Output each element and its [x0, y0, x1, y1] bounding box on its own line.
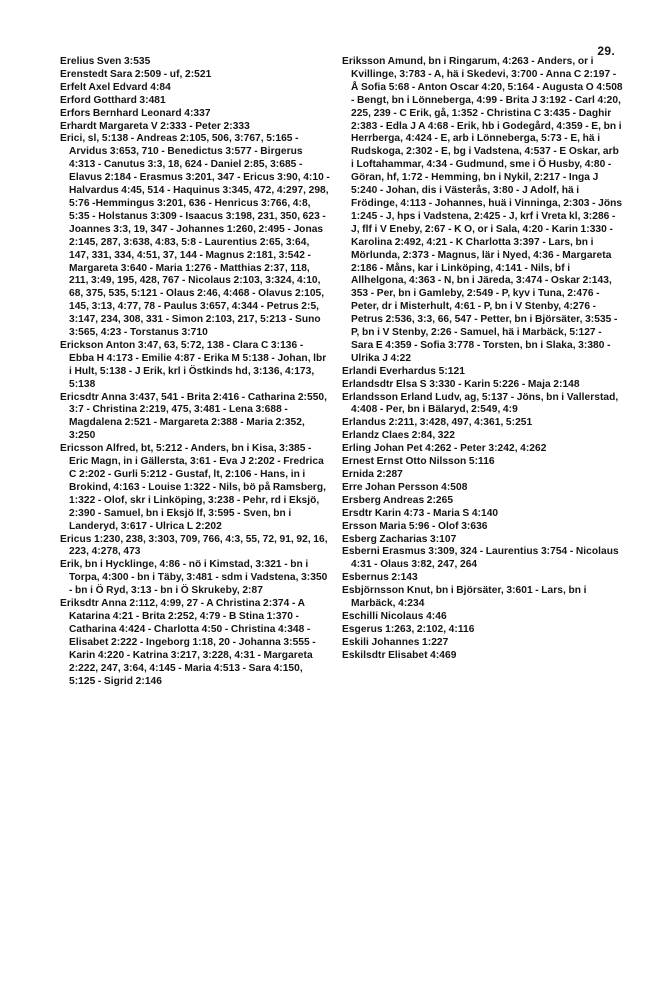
index-entry: Ersdtr Karin 4:73 - Maria S 4:140 [342, 507, 499, 519]
index-entry: Erfors Bernhard Leonard 4:337 [60, 107, 211, 119]
index-entry: Eschilli Nicolaus 4:46 [342, 610, 447, 622]
index-entry: Esberni Erasmus 3:309, 324 - Laurentius 3:754 - Nicolaus 4:31 - Olaus 3:82, 247, 264 [342, 546, 619, 571]
index-entry: Erik, bn i Hycklinge, 4:86 - nö i Kimstad, 3:321 - bn i Torpa, 4:300 - bn i Täby, 3:481 - sdm i Vadstena, 3:350 - bn i Ö Ryd, 3:13 - bn i Ö Skrukeby, 2:87 [60, 559, 328, 597]
index-entry: Esgerus 1:263, 2:102, 4:116 [342, 623, 475, 635]
index-entry: Esbernus 2:143 [342, 572, 418, 584]
index-entry: Ericsdtr Anna 3:437, 541 - Brita 2:416 - Catharina 2:550, 3:7 - Christina 2:219, 475, 3:481 - Lena 3:688 - Magdalena 2:521 - Margareta 2:388 - Maria 2:352, 3:250 [60, 391, 328, 442]
index-entry: Erici, sl, 5:138 - Andreas 2:105, 506, 3:767, 5:165 - Arvidus 3:653, 710 - Benedictus 3:577 - Birgerus 4:313 - Canutus 3:3, 18, 624 - Daniel 2:85, 3:685 - Elavus 2:184 - Erasmus 3:201, 347 - Ericus 3:90, 4:10 - Halvardus 4:45, 514 - Haquinus 3:345, 472, 4:297, 298, 5:76 -Hemmingus 3:201, 636 - Henricus 3:766, 4:8, 5:35 - Holstanus 3:309 - Isaacus 3:198, 231, 350, 623 - Joannes 3:3, 19, 347 - Johannes 1:260, 2:495 - Jonas 2:145, 287, 3:638, 4:83, 5:8 - Laurentius 2:65, 3:64, 147, 331, 334, 4:51, 37, 144 - Magnus 2:181, 3:542 - Margareta 3:640 - Maria 1:276 - Matthias 2:37, 118, 211, 3:49, 195, 428, 767 - Nicolaus 2:103, 3:324, 4:10, 68, 375, 535, 5:121 - Olaus 2:46, 4:468 - Olavus 2:105, 145, 3:13, 4:77, 78 - Paulus 3:657, 4:344 - Petrus 2:5, 3:147, 234, 308, 331 - Simon 2:103, 217, 5:213 - Suno 3:565, 4:23 - Torstanus 3:710 [60, 133, 330, 339]
index-entry: Erelius Sven 3:535 [60, 56, 151, 67]
index-entry: Erhardt Margareta V 2:333 - Peter 2:333 [60, 120, 250, 132]
index-entry: Erfelt Axel Edvard 4:84 [60, 81, 171, 93]
index-entry: Ersberg Andreas 2:265 [342, 494, 454, 506]
page-number: 29. [597, 44, 615, 58]
index-column-left [60, 56, 330, 688]
index-entry: Ernida 2:287 [342, 469, 403, 480]
index-entry: Ernest Ernst Otto Nilsson 5:116 [342, 456, 495, 468]
index-entry: Ersson Maria 5:96 - Olof 3:636 [342, 520, 488, 532]
index-entry: Erlandz Claes 2:84, 322 [342, 430, 455, 442]
index-entry: Eriksson Amund, bn i Ringarum, 4:263 - Anders, or i Kvillinge, 3:783 - A, hä i Skedevi, 3:700 - Anna C 2:197 - Å Sofia 5:68 - Anton Oscar 4:20, 5:164 - Augusta O 4:508 - Bengt, bn i Lönneberga, 4:99 - Brita J 3:192 - Carl 4:20, 225, 239 - C Erik, gå, 1:352 - Christina C 3:435 - Daghir 2:383 - Edla J A 4:68 - Erik, hb i Godegård, 4:359 - E, bn i Herrberga, 4:424 - E, arb i Lönneberga, 5:73 - E, hä i Rudskoga, 2:302 - E, bg i Vadstena, 4:537 - E Oskar, arb i Loftahammar, 4:34 - Gudmund, sme i Ö Husby, 4:80 - Göran, hf, 1:72 - Hemming, bn i Nykil, 2:217 - Inga J 5:240 - Johan, dis i Västerås, 3:80 - J Adolf, hä i Frödinge, 4:113 - Johannes, huä i Vinninga, 2:303 - Jöns 1:245 - J, hps i Vadstena, 2:425 - J, krf i Vreta kl, 3:286 - J, flf i V Eneby, 2:67 - K O, or i Sala, 4:20 - Karin 1:330 - Karolina 2:492, 4:21 - K Charlotta 3:397 - Lars, bn i Mörlunda, 2:373 - Magnus, lär i Nyed, 4:36 - Margareta 2:186 - Måns, kar i Linköping, 4:141 - Nils, bf i Allhelgona, 4:363 - N, bn i Järeda, 3:474 - Oskar 2:143, 353 - Per, bn i Gamleby, 2:549 - P, kyv i Tuna, 2:476 - Peter, dr i Misterhult, 4:61 - P, bn i V Stenby, 4:276 - Petrus 2:536, 3:3, 66, 547 - Petter, bn i Björsäter, 3:535 - P, bn i V Stenby, 2:26 - Samuel, hä i Marbäck, 5:127 - Sara E 4:359 - Sofia 3:778 - Torsten, bn i Slaka, 3:380 - Ulrika J 4:22 [342, 56, 623, 364]
index-entry: Erlandsson Erland Ludv, ag, 5:137 - Jöns, bn i Vallerstad, 4:408 - Per, bn i Bälaryd, 2:549, 4:9 [342, 391, 619, 416]
index-column-right [342, 56, 624, 663]
index-entry: Eskili Johannes 1:227 [342, 636, 449, 648]
index-entry: Esbjörnsson Knut, bn i Björsäter, 3:601 - Lars, bn i Marbäck, 4:234 [342, 585, 587, 610]
index-entry: Erre Johan Persson 4:508 [342, 481, 468, 493]
index-entry: Erickson Anton 3:47, 63, 5:72, 138 - Clara C 3:136 - Ebba H 4:173 - Emilie 4:87 - Erika M 5:138 - Johan, lbr i Hult, 5:138 - J Erik, krl i Östkinds hd, 3:136, 4:173, 5:138 [60, 339, 327, 390]
index-entry: Ericus 1:230, 238, 3:303, 709, 766, 4:3, 55, 72, 91, 92, 16, 223, 4:278, 473 [60, 533, 328, 558]
index-entry: Eskilsdtr Elisabet 4:469 [342, 649, 457, 661]
index-entry: Erford Gotthard 3:481 [60, 94, 166, 106]
index-entry: Ericsson Alfred, bt, 5:212 - Anders, bn i Kisa, 3:385 - Eric Magn, in i Gällersta, 3:61 - Eva J 2:202 - Fredrica C 2:202 - Gurli 5:212 - Gustaf, lt, 2:106 - Hans, in i Brokind, 4:163 - Louise 1:322 - Nils, bö på Ramsberg, 1:322 - Olof, skr i Linköping, 3:238 - Pehr, rd i Eksjö, 2:390 - Samuel, bn i Eksjö lf, 3:595 - Sven, bn i Landeryd, 3:617 - Ulrica L 2:202 [60, 443, 326, 532]
index-entry: Erlandsdtr Elsa S 3:330 - Karin 5:226 - Maja 2:148 [342, 378, 580, 390]
index-entry: Eriksdtr Anna 2:112, 4:99, 27 - A Christina 2:374 - A Katarina 4:21 - Brita 2:252, 4:79 - B Stina 1:370 - Catharina 4:424 - Charlotta 4:50 - Christina 4:348 - Elisabet 2:222 - Ingeborg 1:18, 20 - Johanna 3:555 - Karin 4:220 - Katrina 3:217, 3:228, 4:31 - Margareta 2:222, 247, 3:64, 4:145 - Maria 4:513 - Sara 4:150, 5:125 - Sigrid 2:146 [60, 598, 316, 687]
index-entry: Erlandi Everhardus 5:121 [342, 365, 465, 377]
index-entry: Erenstedt Sara 2:509 - uf, 2:521 [60, 68, 212, 80]
index-entry: Erlandus 2:211, 3:428, 497, 4:361, 5:251 [342, 417, 533, 429]
index-entry: Erling Johan Pet 4:262 - Peter 3:242, 4:262 [342, 443, 547, 455]
index-entry: Esberg Zacharias 3:107 [342, 533, 457, 545]
